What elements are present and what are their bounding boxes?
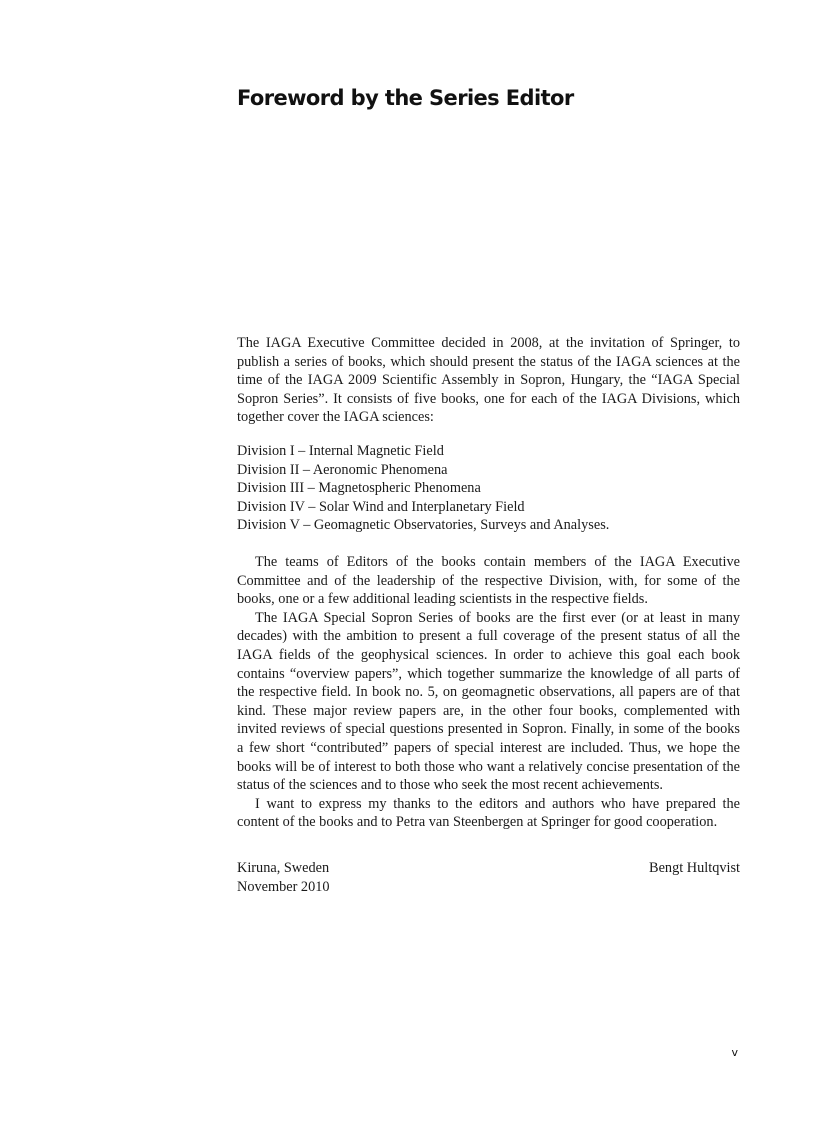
signoff-date: November 2010	[237, 878, 330, 895]
paragraph-editors: The teams of Editors of the books contain members of the IAGA Executive Committee and of the leadership of the respective Division, with, for some of the books, one or a few additional leading scientists in the respective fields.	[237, 554, 740, 608]
signoff-author: Bengt Hultqvist	[649, 860, 740, 876]
signoff-block	[237, 859, 740, 896]
division-item: Division II – Aeronomic Phenomena	[237, 461, 448, 478]
page-number: v	[731, 1046, 738, 1059]
paragraph-thanks: I want to express my thanks to the editors and authors who have prepared the content of the books and to Petra van Steenbergen at Springer for good cooperation.	[237, 795, 740, 831]
paragraph-series: The IAGA Special Sopron Series of books are the first ever (or at least in many decades) with the ambition to present a full coverage of the present status of all the IAGA fields of the geophysical sciences. In order to achieve this goal each book contains “overview papers”, which together summarize the knowledge of all parts of the respective field. In book no. 5, on geomagnetic observations, all papers are of that kind. These major review papers are, in the other four books, complemented with invited reviews of special questions presented in Sopron. Finally, in some of the books a few short “contributed” papers of special interest are included. Thus, we hope the books will be of interest to both those who want a relatively concise presentation of the status of the sciences and to those who seek the most recent achievements.	[237, 609, 740, 794]
body-paragraphs	[237, 553, 740, 832]
division-list	[237, 442, 740, 535]
division-item: Division V – Geomagnetic Observatories, Surveys and Analyses.	[237, 517, 610, 534]
signoff-place: Kiruna, Sweden	[237, 860, 330, 876]
intro-paragraph: The IAGA Executive Committee decided in 2008, at the invitation of Springer, to publish a series of books, which should present the status of the IAGA sciences at the time of the IAGA 2009 Scientific Assembly in Sopron, Hungary, the “IAGA Special Sopron Series”. It consists of five books, one for each of the IAGA Divisions, which together cover the IAGA sciences:	[237, 335, 740, 426]
division-item: Division I – Internal Magnetic Field	[237, 443, 444, 459]
division-item: Division IV – Solar Wind and Interplanetary Field	[237, 498, 525, 515]
page-title: Foreword by the Series Editor	[237, 86, 574, 110]
division-item: Division III – Magnetospheric Phenomena	[237, 480, 481, 497]
